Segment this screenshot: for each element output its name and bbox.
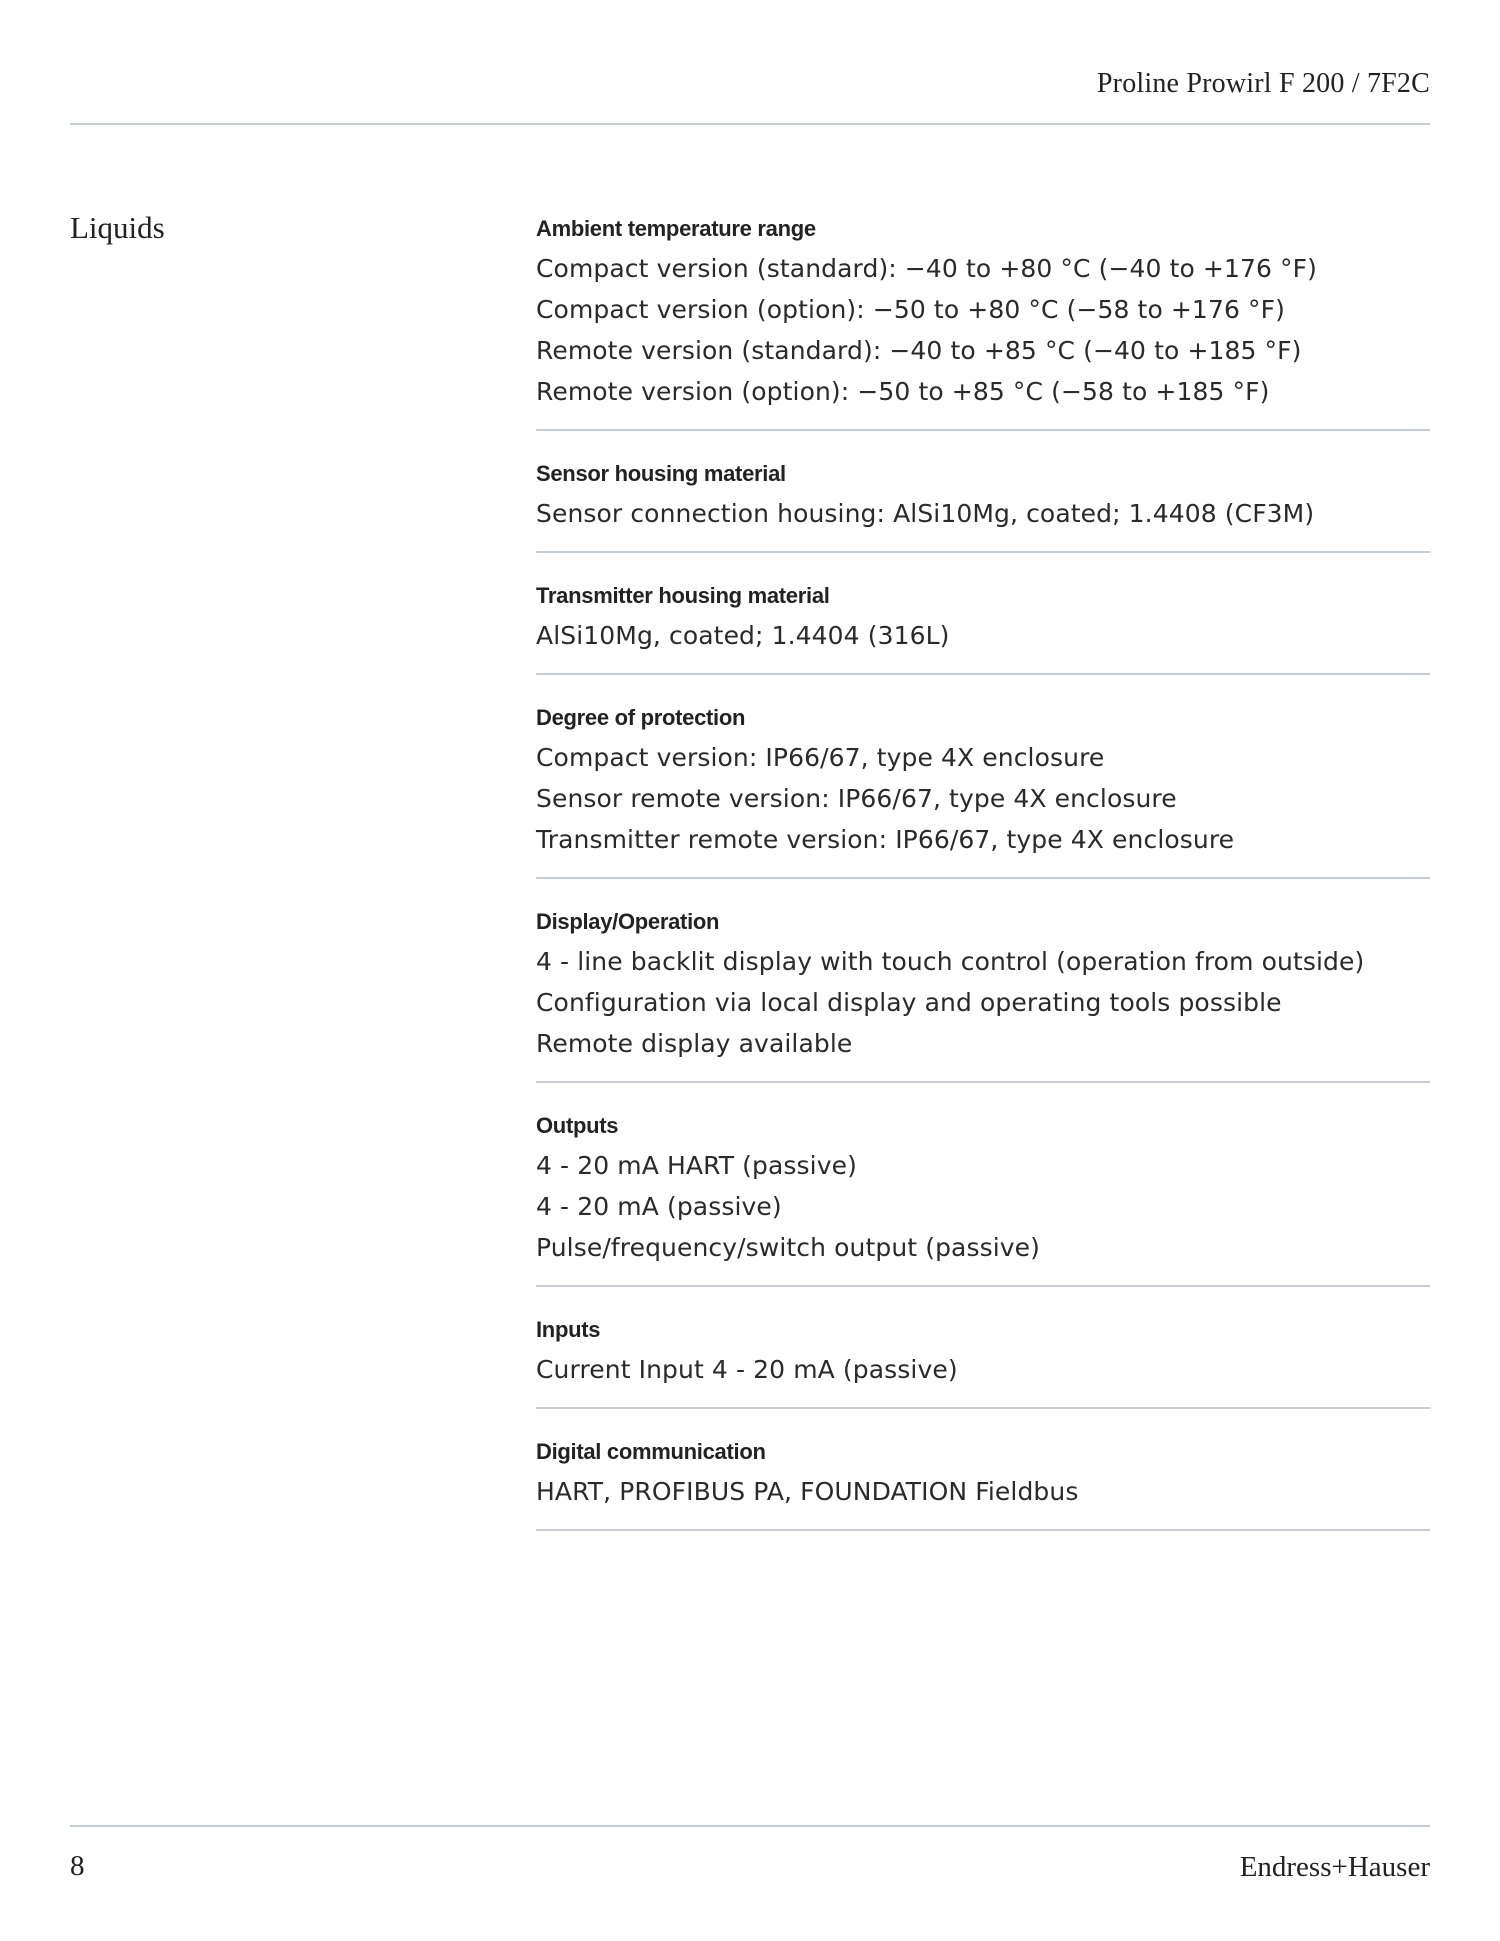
spec-value-line: Remote version (standard): −40 to +85 °C (−40 to +185 °F): [536, 336, 1302, 365]
spec-value-line: Remote version (option): −50 to +85 °C (−58 to +185 °F): [536, 377, 1270, 406]
spec-value-line: Compact version (standard): −40 to +80 °C (−40 to +176 °F): [536, 254, 1317, 283]
spec-value-line: AlSi10Mg, coated; 1.4404 (316L): [536, 621, 950, 650]
spec-label: Sensor housing material: [536, 461, 786, 486]
spec-value-line: Remote display available: [536, 1029, 853, 1058]
spec-row-ambient-temperature: [536, 214, 1430, 431]
spec-value-line: Current Input 4 - 20 mA (passive): [536, 1355, 958, 1384]
spec-value-line: Sensor connection housing: AlSi10Mg, coated; 1.4408 (CF3M): [536, 499, 1315, 528]
spec-row-transmitter-housing: [536, 581, 1430, 675]
spec-label: Digital communication: [536, 1439, 766, 1464]
page-number: 8: [70, 1850, 85, 1882]
spec-label: Inputs: [536, 1317, 601, 1342]
spec-table: [536, 214, 1430, 1559]
section-title: Liquids: [70, 210, 165, 245]
spec-value-line: 4 - 20 mA HART (passive): [536, 1151, 857, 1180]
spec-label: Outputs: [536, 1113, 619, 1138]
spec-value-line: Compact version: IP66/67, type 4X enclosure: [536, 743, 1105, 772]
spec-label: Transmitter housing material: [536, 583, 830, 608]
spec-row-degree-of-protection: [536, 703, 1430, 879]
spec-label: Ambient temperature range: [536, 216, 816, 241]
spec-row-sensor-housing: [536, 459, 1430, 553]
header-divider: [70, 123, 1430, 125]
spec-value-line: Configuration via local display and operating tools possible: [536, 988, 1282, 1017]
document-header-title: Proline Prowirl F 200 / 7F2C: [1096, 68, 1430, 99]
spec-value-line: 4 - line backlit display with touch control (operation from outside): [536, 947, 1365, 976]
spec-row-inputs: [536, 1315, 1430, 1409]
spec-value-line: Sensor remote version: IP66/67, type 4X enclosure: [536, 784, 1177, 813]
spec-row-outputs: [536, 1111, 1430, 1287]
spec-value-line: Transmitter remote version: IP66/67, type 4X enclosure: [536, 825, 1235, 854]
brand-name: Endress+Hauser: [1239, 1851, 1430, 1883]
spec-value-line: HART, PROFIBUS PA, FOUNDATION Fieldbus: [536, 1477, 1079, 1506]
spec-value-line: 4 - 20 mA (passive): [536, 1192, 782, 1221]
spec-row-digital-communication: [536, 1437, 1430, 1531]
spec-label: Degree of protection: [536, 705, 746, 730]
spec-row-display-operation: [536, 907, 1430, 1083]
spec-label: Display/Operation: [536, 909, 720, 934]
spec-value-line: Compact version (option): −50 to +80 °C (−58 to +176 °F): [536, 295, 1285, 324]
footer-divider: [70, 1825, 1430, 1827]
spec-value-line: Pulse/frequency/switch output (passive): [536, 1233, 1040, 1262]
